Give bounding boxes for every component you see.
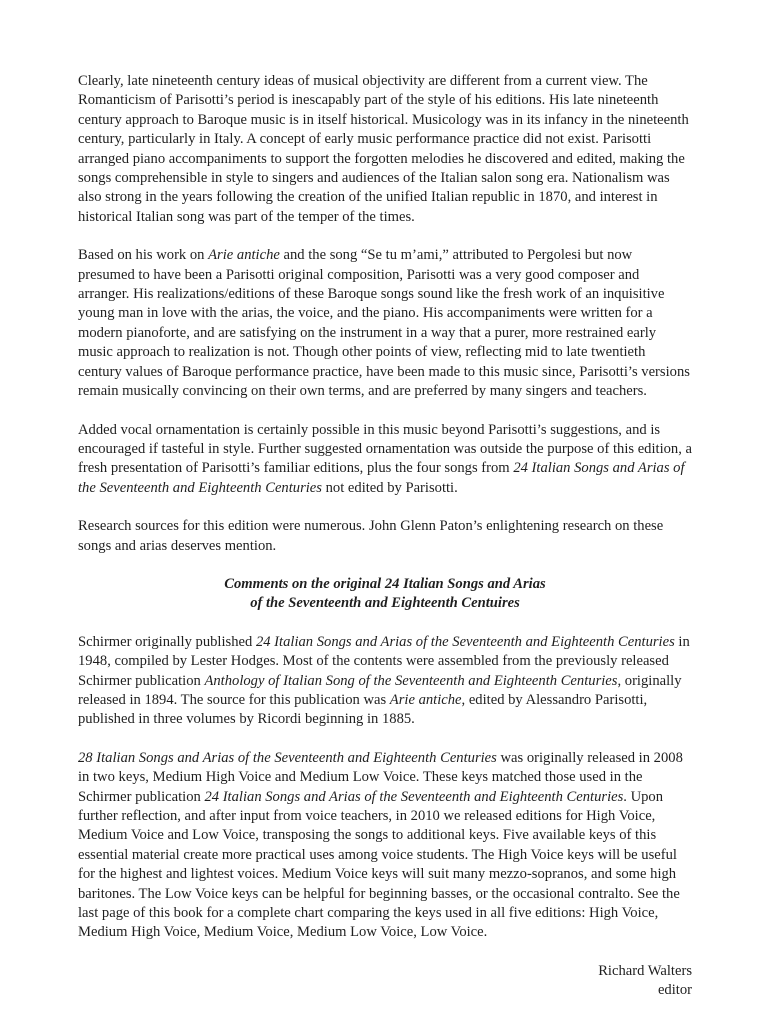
italic-title-run: 24 Italian Songs and Arias of the Seventeenth and Eighteenth Centuries bbox=[204, 788, 624, 805]
preface-text-block bbox=[78, 72, 692, 1001]
text-run: , edited by Alessandro Parisotti, published in three volumes by Ricordi beginning in 1885. bbox=[78, 691, 648, 728]
text-run: in 1948, compiled by Lester Hodges. Most of the contents were assembled from the previously released Schirmer publication bbox=[78, 633, 690, 689]
paragraph bbox=[78, 421, 692, 499]
text-run: Schirmer originally published bbox=[78, 633, 256, 650]
signature-name: Richard Walters bbox=[598, 962, 692, 979]
text-run: Based on his work on bbox=[78, 247, 209, 264]
text-run: , originally released in 1894. The source for this publication was bbox=[78, 672, 682, 708]
text-run: was originally released in 2008 in two keys, Medium High Voice and Medium Low Voice. These keys matched those used in the Schirmer publication bbox=[78, 749, 683, 805]
text-run: Clearly, late nineteenth century ideas of musical objectivity are different from a current view. The Romanticism of Parisotti’s period is inescapably part of the style of his editions. His late nineteenth century approach to Baroque music is in itself historical. Musicology was in its infancy in the nineteenth century, particularly in Italy. A concept of early music performance practice did not exist. Parisotti arranged piano accompaniments to support the forgotten melodies he discovered and edited, making the songs comprehensible in style to singers and audiences of the Italian salon song era. Nationalism was also strong in the years following the creation of the unified Italian republic in 1870, and interest in historical Italian song was part of the temper of the times. bbox=[78, 73, 689, 225]
text-run: and the song “Se tu m’ami,” attributed to Pergolesi but now presumed to have been a Parisotti original composition, Parisotti was a very good composer and arranger. His realizations/editions of these Baroque songs sound like the fresh work of an inquisitive young man in love with the arias, the voice, and the piano. His accompaniments were written for a modern pianoforte, and are satisfying on the instrument in a way that a purer, more restrained early music approach to realization is not. Though other points of view, reflecting mid to late twentieth century values of Baroque performance practice, have been made to this music since, Parisotti’s versions remain musically convincing on their own terms, and are preferred by many singers and teachers. bbox=[78, 247, 690, 400]
paragraph bbox=[78, 749, 692, 943]
paragraph bbox=[78, 517, 692, 556]
editor-signature bbox=[78, 962, 692, 1001]
italic-title-run: 24 Italian Songs and Arias of the Seventeenth and Eighteenth Centuries bbox=[255, 633, 675, 650]
section-heading-line: of the Seventeenth and Eighteenth Centuires bbox=[250, 595, 520, 612]
text-run: Research sources for this edition were numerous. John Glenn Paton’s enlightening research on these songs and arias deserves mention. bbox=[78, 518, 664, 554]
italic-title-run: Arie antiche bbox=[208, 247, 280, 264]
text-run: not edited by Parisotti. bbox=[321, 479, 458, 496]
section-heading-line: Comments on the original 24 Italian Songs and Arias bbox=[224, 575, 546, 592]
italic-title-run: Arie antiche bbox=[389, 691, 462, 708]
italic-title-run: 28 Italian Songs and Arias of the Seventeenth and Eighteenth Centuries bbox=[78, 749, 497, 766]
italic-title-run: Anthology of Italian Song of the Seventeenth and Eighteenth Centuries bbox=[204, 672, 618, 689]
paragraph bbox=[78, 72, 692, 227]
signature-role: editor bbox=[657, 982, 692, 999]
section-heading bbox=[78, 575, 692, 614]
text-run: Added vocal ornamentation is certainly possible in this music beyond Parisotti’s suggestions, and is encouraged if tasteful in style. Further suggested ornamentation was outside the purpose of this edition, a fresh presentation of Parisotti’s familiar editions, plus the four songs from bbox=[78, 421, 693, 477]
paragraph bbox=[78, 633, 692, 730]
text-run: . Upon further reflection, and after input from voice teachers, in 2010 we released editions for High Voice, Medium Voice and Low Voice, transposing the songs to additional keys. Five available keys of this essential material create more practical uses among voice students. The High Voice keys will be useful for the highest and lightest voices. Medium Voice keys will suit many mezzo-sopranos, and some high baritones. The Low Voice keys can be helpful for beginning basses, or the occasional contralto. See the last page of this book for a complete chart comparing the keys used in all five editions: High Voice, Medium High Voice, Medium Voice, Medium Low Voice, Low Voice. bbox=[78, 788, 680, 941]
paragraph bbox=[78, 246, 692, 401]
italic-title-run: 24 Italian Songs and Arias of the Seventeenth and Eighteenth Centuries bbox=[78, 460, 685, 496]
